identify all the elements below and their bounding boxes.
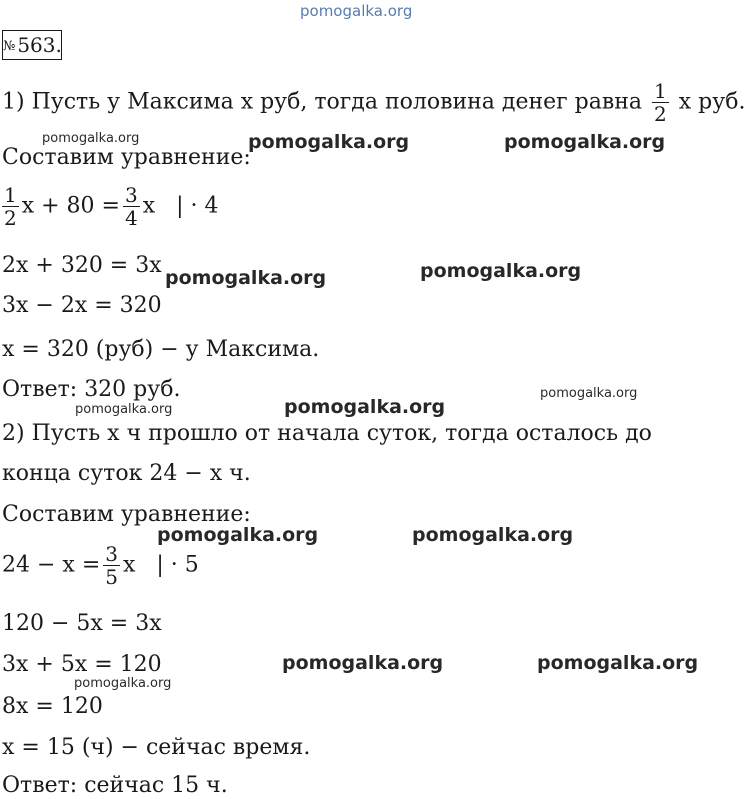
eq-tail: x | · 5 bbox=[122, 552, 199, 578]
part1-compose-label: Составим уравнение: bbox=[2, 145, 251, 170]
fraction-denominator: 2 bbox=[4, 206, 17, 230]
watermark: pomogalka.org bbox=[42, 131, 140, 146]
number-sign: № bbox=[3, 39, 16, 54]
eq1-fraction-right bbox=[123, 184, 140, 229]
fraction-denominator: 2 bbox=[654, 102, 667, 126]
part2-equation-1 bbox=[2, 543, 199, 588]
watermark: pomogalka.org bbox=[504, 131, 666, 153]
watermark: pomogalka.org bbox=[74, 676, 172, 691]
fraction-numerator: 1 bbox=[4, 183, 17, 207]
part1-equation-3: 3x − 2x = 320 bbox=[2, 293, 162, 318]
task-number-box bbox=[2, 30, 62, 60]
watermark: pomogalka.org bbox=[412, 524, 574, 546]
part1-answer: Ответ: 320 руб. bbox=[2, 377, 181, 402]
fraction-numerator: 3 bbox=[105, 542, 118, 566]
fraction-denominator: 4 bbox=[124, 206, 138, 230]
fraction-numerator: 3 bbox=[124, 183, 138, 207]
part1-equation-2: 2x + 320 = 3x bbox=[2, 253, 162, 278]
part1-intro bbox=[2, 80, 745, 125]
part2-equation-3: 3x + 5x = 120 bbox=[2, 652, 162, 677]
part1-intro-text: 1) Пусть у Максима x руб, тогда половина денег равна bbox=[2, 89, 650, 115]
half-fraction bbox=[652, 80, 669, 125]
eq1-fraction-left bbox=[2, 184, 19, 229]
watermark: pomogalka.org bbox=[537, 652, 699, 674]
task-number: 563. bbox=[17, 33, 62, 57]
watermark: pomogalka.org bbox=[165, 267, 327, 289]
part2-equation-2: 120 − 5x = 3x bbox=[2, 611, 162, 636]
part2-equation-5: x = 15 (ч) − сейчас время. bbox=[2, 735, 311, 760]
watermark: pomogalka.org bbox=[282, 652, 444, 674]
watermark: pomogalka.org bbox=[157, 524, 319, 546]
part2-compose-label: Составим уравнение: bbox=[2, 502, 251, 527]
eq1-middle: x + 80 = bbox=[21, 193, 120, 219]
part2-intro-line-2: конца суток 24 − x ч. bbox=[2, 461, 251, 486]
fraction-numerator: 1 bbox=[654, 79, 667, 103]
eq-lead: 24 − x = bbox=[2, 552, 101, 578]
watermark: pomogalka.org bbox=[540, 386, 638, 401]
part1-equation-4: x = 320 (руб) − у Максима. bbox=[2, 337, 320, 362]
watermark: pomogalka.org bbox=[75, 402, 173, 417]
eq-fraction bbox=[103, 543, 120, 588]
fraction-denominator: 5 bbox=[105, 565, 118, 589]
part1-equation-1 bbox=[2, 184, 219, 229]
watermark: pomogalka.org bbox=[248, 131, 410, 153]
part2-equation-4: 8x = 120 bbox=[2, 694, 103, 719]
part2-answer: Ответ: сейчас 15 ч. bbox=[2, 773, 228, 798]
eq1-tail: x | · 4 bbox=[142, 193, 219, 219]
header-site-watermark: pomogalka.org bbox=[300, 2, 413, 20]
part1-intro-tail: x руб. bbox=[671, 89, 745, 115]
watermark: pomogalka.org bbox=[420, 260, 582, 282]
watermark: pomogalka.org bbox=[284, 396, 446, 418]
part2-intro-line-1: 2) Пусть x ч прошло от начала суток, тогда осталось до bbox=[2, 421, 652, 446]
